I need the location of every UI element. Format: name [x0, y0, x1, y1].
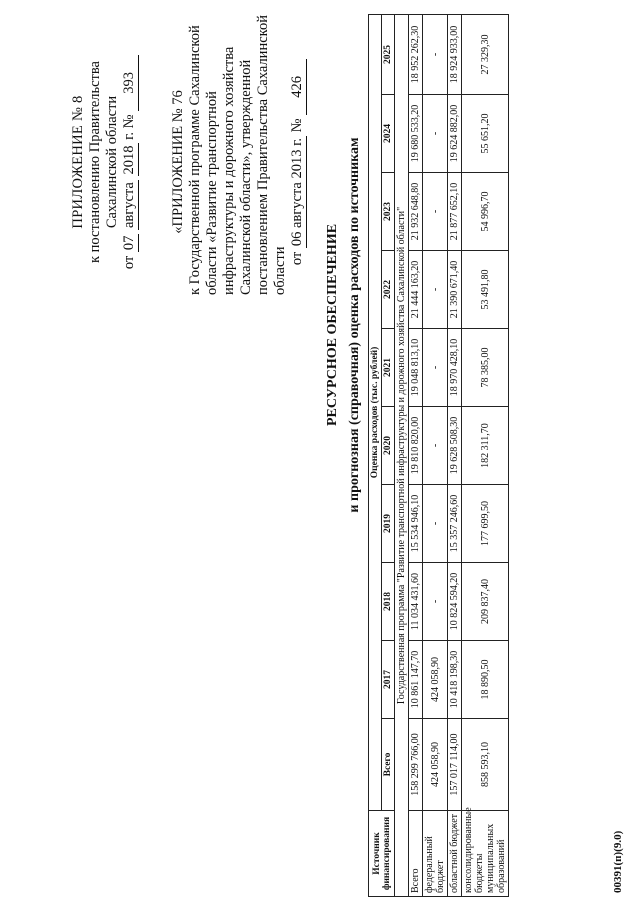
row-source: федеральный бюджет	[423, 811, 448, 897]
cell-value: 19 810 820,00	[409, 407, 423, 485]
resource-table	[368, 14, 509, 897]
appendix-8-date-line	[121, 7, 139, 317]
cell-value: 10 418 198,30	[448, 641, 462, 719]
appendix-8-number: 393	[121, 55, 139, 111]
appendix-76-number: 426	[289, 59, 307, 115]
appendix-8-from: от	[121, 255, 137, 270]
cell-value: 15 534 946,10	[409, 485, 423, 563]
appendix-76-body: к Государственной программе Сахалинской области «Развитие транспортной инфраструктуры и дорожного хозяйства Сахалинской области», утвержденной постановлением Правительства Сахалинской области	[187, 15, 288, 295]
cell-value: 18 970 428,10	[448, 329, 462, 407]
cell-value: 55 651,20	[462, 95, 509, 173]
heading-line2: и прогнозная (справочная) оценка расходов по источникам	[347, 137, 362, 513]
table-row	[462, 14, 509, 896]
cell-value: 19 048 813,10	[409, 329, 423, 407]
cell-value: -	[423, 173, 448, 251]
header-source: Источник финансирования	[369, 811, 395, 897]
cell-value: 19 624 882,00	[448, 95, 462, 173]
cell-value: 21 932 648,80	[409, 173, 423, 251]
cell-value: 19 680 533,20	[409, 95, 423, 173]
cell-value: 21 390 671,40	[448, 251, 462, 329]
footer-code: 00391(п)(9.0)	[612, 830, 624, 893]
header-col-2024: 2024	[382, 95, 395, 173]
header-col-2017: 2017	[382, 641, 395, 719]
program-row: Государственная программа "Развитие транспортной инфраструктуры и дорожного хозяйства Сахалинской области"	[395, 14, 409, 896]
cell-value: 10 861 147,70	[409, 641, 423, 719]
header-col-2018: 2018	[382, 563, 395, 641]
cell-value: 21 877 652,10	[448, 173, 462, 251]
appendix-8-no: №	[121, 114, 137, 129]
cell-value: 27 329,30	[462, 14, 509, 94]
appendix-8-line1: к постановлению Правительства	[87, 61, 103, 263]
appendix-8-day: 07	[121, 235, 137, 251]
header-col-2023: 2023	[382, 173, 395, 251]
appendix-8-line2: Сахалинской области	[104, 95, 120, 229]
cell-value: -	[423, 95, 448, 173]
cell-value: 53 491,80	[462, 251, 509, 329]
appendix-8-year-suffix: г.	[121, 131, 137, 140]
appendix-76-date-line	[289, 7, 307, 317]
heading-line1: РЕСУРСНОЕ ОБЕСПЕЧЕНИЕ	[325, 223, 340, 427]
header-col-2021: 2021	[382, 329, 395, 407]
cell-value: 424 058,90	[423, 641, 448, 719]
row-source: областной бюджет	[448, 811, 462, 897]
cell-value: 11 034 431,60	[409, 563, 423, 641]
cell-value: 78 385,00	[462, 329, 509, 407]
document-heading	[322, 25, 366, 625]
table-row	[448, 14, 462, 896]
table-row	[423, 14, 448, 896]
cell-value: -	[423, 251, 448, 329]
cell-value: 209 837,40	[462, 563, 509, 641]
cell-value: 15 357 246,60	[448, 485, 462, 563]
cell-value: 18 952 262,30	[409, 14, 423, 94]
header-estimate: Оценка расходов (тыс. рублей)	[369, 14, 382, 810]
header-col-total: Всего	[382, 719, 395, 811]
appendix-8-year: 2018	[121, 145, 137, 175]
cell-value: 158 299 766,00	[409, 719, 423, 811]
header-col-2025: 2025	[382, 14, 395, 94]
appendix-8-title: ПРИЛОЖЕНИЕ № 8	[70, 95, 86, 229]
cell-value: -	[423, 14, 448, 94]
appendix-76-title: «ПРИЛОЖЕНИЕ № 76	[170, 90, 186, 234]
cell-value: 54 996,70	[462, 173, 509, 251]
cell-value: 424 058,90	[423, 719, 448, 811]
row-source: Всего	[409, 811, 423, 897]
appendix-76-no: №	[289, 118, 305, 133]
cell-value: 157 017 114,00	[448, 719, 462, 811]
cell-value: 177 699,50	[462, 485, 509, 563]
cell-value: 858 593,10	[462, 719, 509, 811]
cell-value: -	[423, 407, 448, 485]
appendix-76-date: 06 августа 2013 г.	[289, 137, 305, 247]
appendix-76-from: от	[289, 251, 305, 266]
cell-value: 10 824 594,20	[448, 563, 462, 641]
cell-value: 19 628 508,30	[448, 407, 462, 485]
appendix-8-month: августа	[121, 182, 137, 228]
header-col-2022: 2022	[382, 251, 395, 329]
appendix-8-block	[70, 7, 139, 317]
header-col-2020: 2020	[382, 407, 395, 485]
cell-value: -	[423, 563, 448, 641]
cell-value: 18 890,50	[462, 641, 509, 719]
row-source: консолидированные бюджеты муниципальных образований	[462, 811, 509, 897]
cell-value: -	[423, 485, 448, 563]
cell-value: -	[423, 329, 448, 407]
appendix-76-block	[170, 7, 307, 317]
cell-value: 21 444 163,20	[409, 251, 423, 329]
table-row	[409, 14, 423, 896]
header-col-2019: 2019	[382, 485, 395, 563]
cell-value: 18 924 933,00	[448, 14, 462, 94]
cell-value: 182 311,70	[462, 407, 509, 485]
